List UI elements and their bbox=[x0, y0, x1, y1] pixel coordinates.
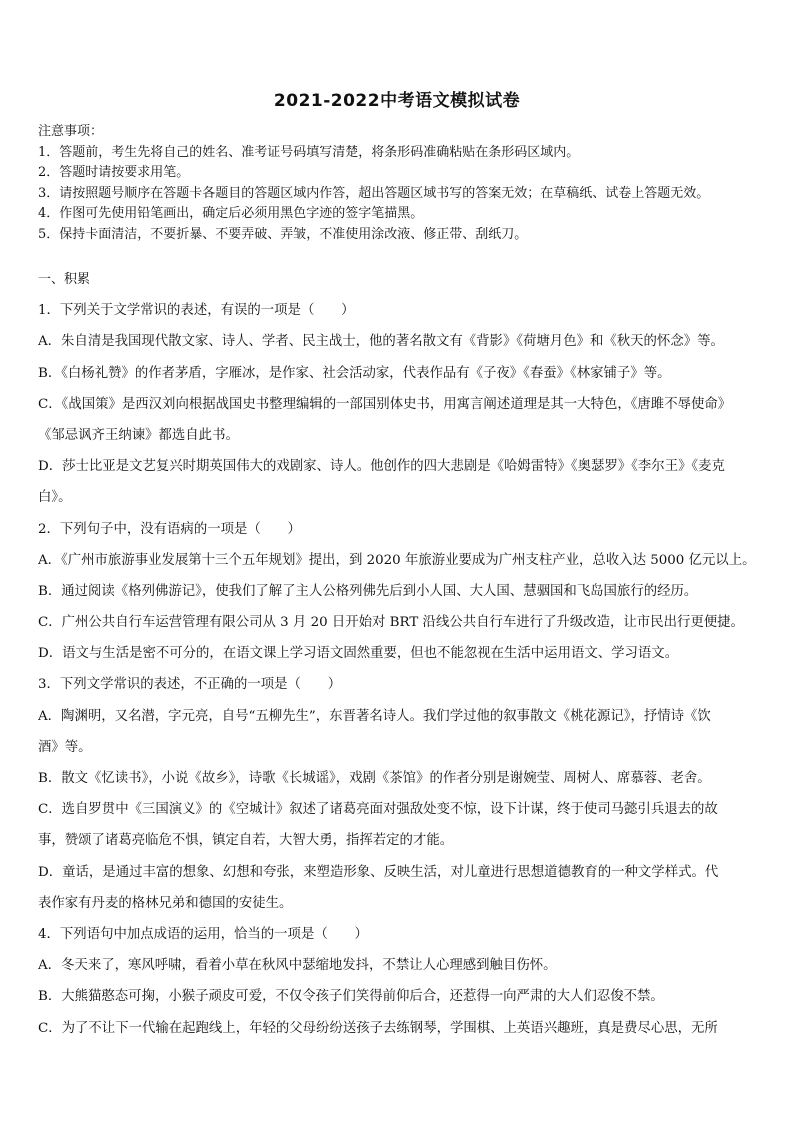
question-line: B．散文《忆读书》，小说《故乡》，诗歌《长城谣》，戏剧《茶馆》的作者分别是谢婉莹、周树人、席慕蓉、老舍。 bbox=[38, 771, 711, 786]
question-line: C．为了不让下一代输在起跑线上，年轻的父母纷纷送孩子去练钢琴，学围棋、上英语兴趣班，真是费尽心思，无所 bbox=[38, 1020, 718, 1036]
notes-item: 5．保持卡面清洁，不要折暴、不要弄破、弄皱，不准使用涂改液、修正带、刮纸刀。 bbox=[38, 226, 528, 242]
question-line: D．语文与生活是密不可分的，在语文课上学习语文固然重要，但也不能忽视在生活中运用语文、学习语文。 bbox=[38, 646, 679, 662]
question-line: B．通过阅读《格列佛游记》，使我们了解了主人公格列佛先后到小人国、大人国、慧骃国和飞岛国旅行的经历。 bbox=[38, 583, 698, 599]
question-line: 1．下列关于文学常识的表述，有误的一项是（ ） bbox=[38, 303, 355, 319]
question-line: A．朱自清是我国现代散文家、诗人、学者、民主战士，他的著名散文有《背影》《荷塘月色》和《秋天的怀念》等。 bbox=[38, 334, 724, 350]
notes-item: 2．答题时请按要求用笔。 bbox=[38, 165, 190, 181]
question-line: 《邹忌讽齐王纳谏》都选自此书。 bbox=[38, 427, 239, 443]
question-line: C．《战国策》是西汉刘向根据战国史书整理编辑的一部国别体史书，用寓言阐述道理是其一大特色，《唐雎不辱使命》 bbox=[38, 396, 732, 412]
notes-item: 1．答题前，考生先将自己的姓名、准考证号码填写清楚，将条形码准确粘贴在条形码区域内。 bbox=[38, 144, 580, 160]
question-line: 2．下列句子中，没有语病的一项是（ ） bbox=[38, 521, 301, 537]
notes-block bbox=[38, 122, 768, 246]
question-line: A．《广州市旅游事业发展第十三个五年规划》提出，到 2020 年旅游业要成为广州支柱产业，总收入达 5000 亿元以上。 bbox=[38, 552, 756, 568]
notes-item: 3．请按照题号顺序在答题卡各题目的答题区域内作答，超出答题区域书写的答案无效；在草稿纸、试卷上答题无效。 bbox=[38, 185, 710, 201]
question-line: A．冬天来了，寒风呼啸，看着小草在秋风中瑟缩地发抖，不禁让人心理感到触目伤怀。 bbox=[38, 958, 557, 974]
notes-item: 4．作图可先使用铅笔画出，确定后必须用黑色字迹的签字笔描黑。 bbox=[38, 206, 424, 222]
question-line: C．广州公共自行车运营管理有限公司从 3 月 20 日开始对 BRT 沿线公共自行车进行了升级改造，让市民出行更便捷。 bbox=[38, 615, 744, 631]
question-line: 3．下列文学常识的表述，不正确的一项是（ ） bbox=[38, 677, 342, 693]
question-line: C．选自罗贯中《三国演义》的《空城计》叙述了诸葛亮面对强敌处变不惊，设下计谋，终于使司马懿引兵退去的故 bbox=[38, 802, 718, 818]
question-line: B．大熊猫憨态可掬，小猴子顽皮可爱，不仅令孩子们笑得前仰后合，还惹得一向严肃的大人们忍俊不禁。 bbox=[38, 989, 664, 1005]
question-line: 事，赞颂了诸葛亮临危不惧，镇定自若，大智大勇，指挥若定的才能。 bbox=[38, 833, 454, 849]
question-line: D．莎士比亚是文艺复兴时期英国伟大的戏剧家、诗人。他创作的四大悲剧是《哈姆雷特》《奥瑟罗》《李尔王》《麦克 bbox=[38, 459, 725, 475]
question-line: 白》。 bbox=[38, 490, 72, 506]
notes-heading: 注意事项： bbox=[38, 124, 104, 139]
question-line: D．童话，是通过丰富的想象、幻想和夸张，来塑造形象、反映生活，对儿童进行思想道德教育的一种文学样式。代 bbox=[38, 864, 719, 880]
question-body bbox=[38, 264, 768, 1044]
question-line: B．《白杨礼赞》的作者茅盾，字雁冰，是作家、社会活动家，代表作品有《子夜》《春蚕》《林家铺子》等。 bbox=[38, 365, 671, 381]
question-line: 表作家有丹麦的格林兄弟和德国的安徒生。 bbox=[38, 895, 293, 911]
page-title: 2021-2022中考语文模拟试卷 bbox=[273, 91, 521, 111]
question-line: A．陶渊明，又名潜，字元亮，自号“五柳先生”，东晋著名诗人。我们学过他的叙事散文《桃花源记》，抒情诗《饮 bbox=[38, 708, 711, 724]
question-line: 4．下列语句中加点成语的运用，恰当的一项是（ ） bbox=[38, 926, 368, 942]
section-heading: 一、积累 bbox=[38, 272, 91, 287]
question-line: 酒》等。 bbox=[38, 739, 92, 755]
